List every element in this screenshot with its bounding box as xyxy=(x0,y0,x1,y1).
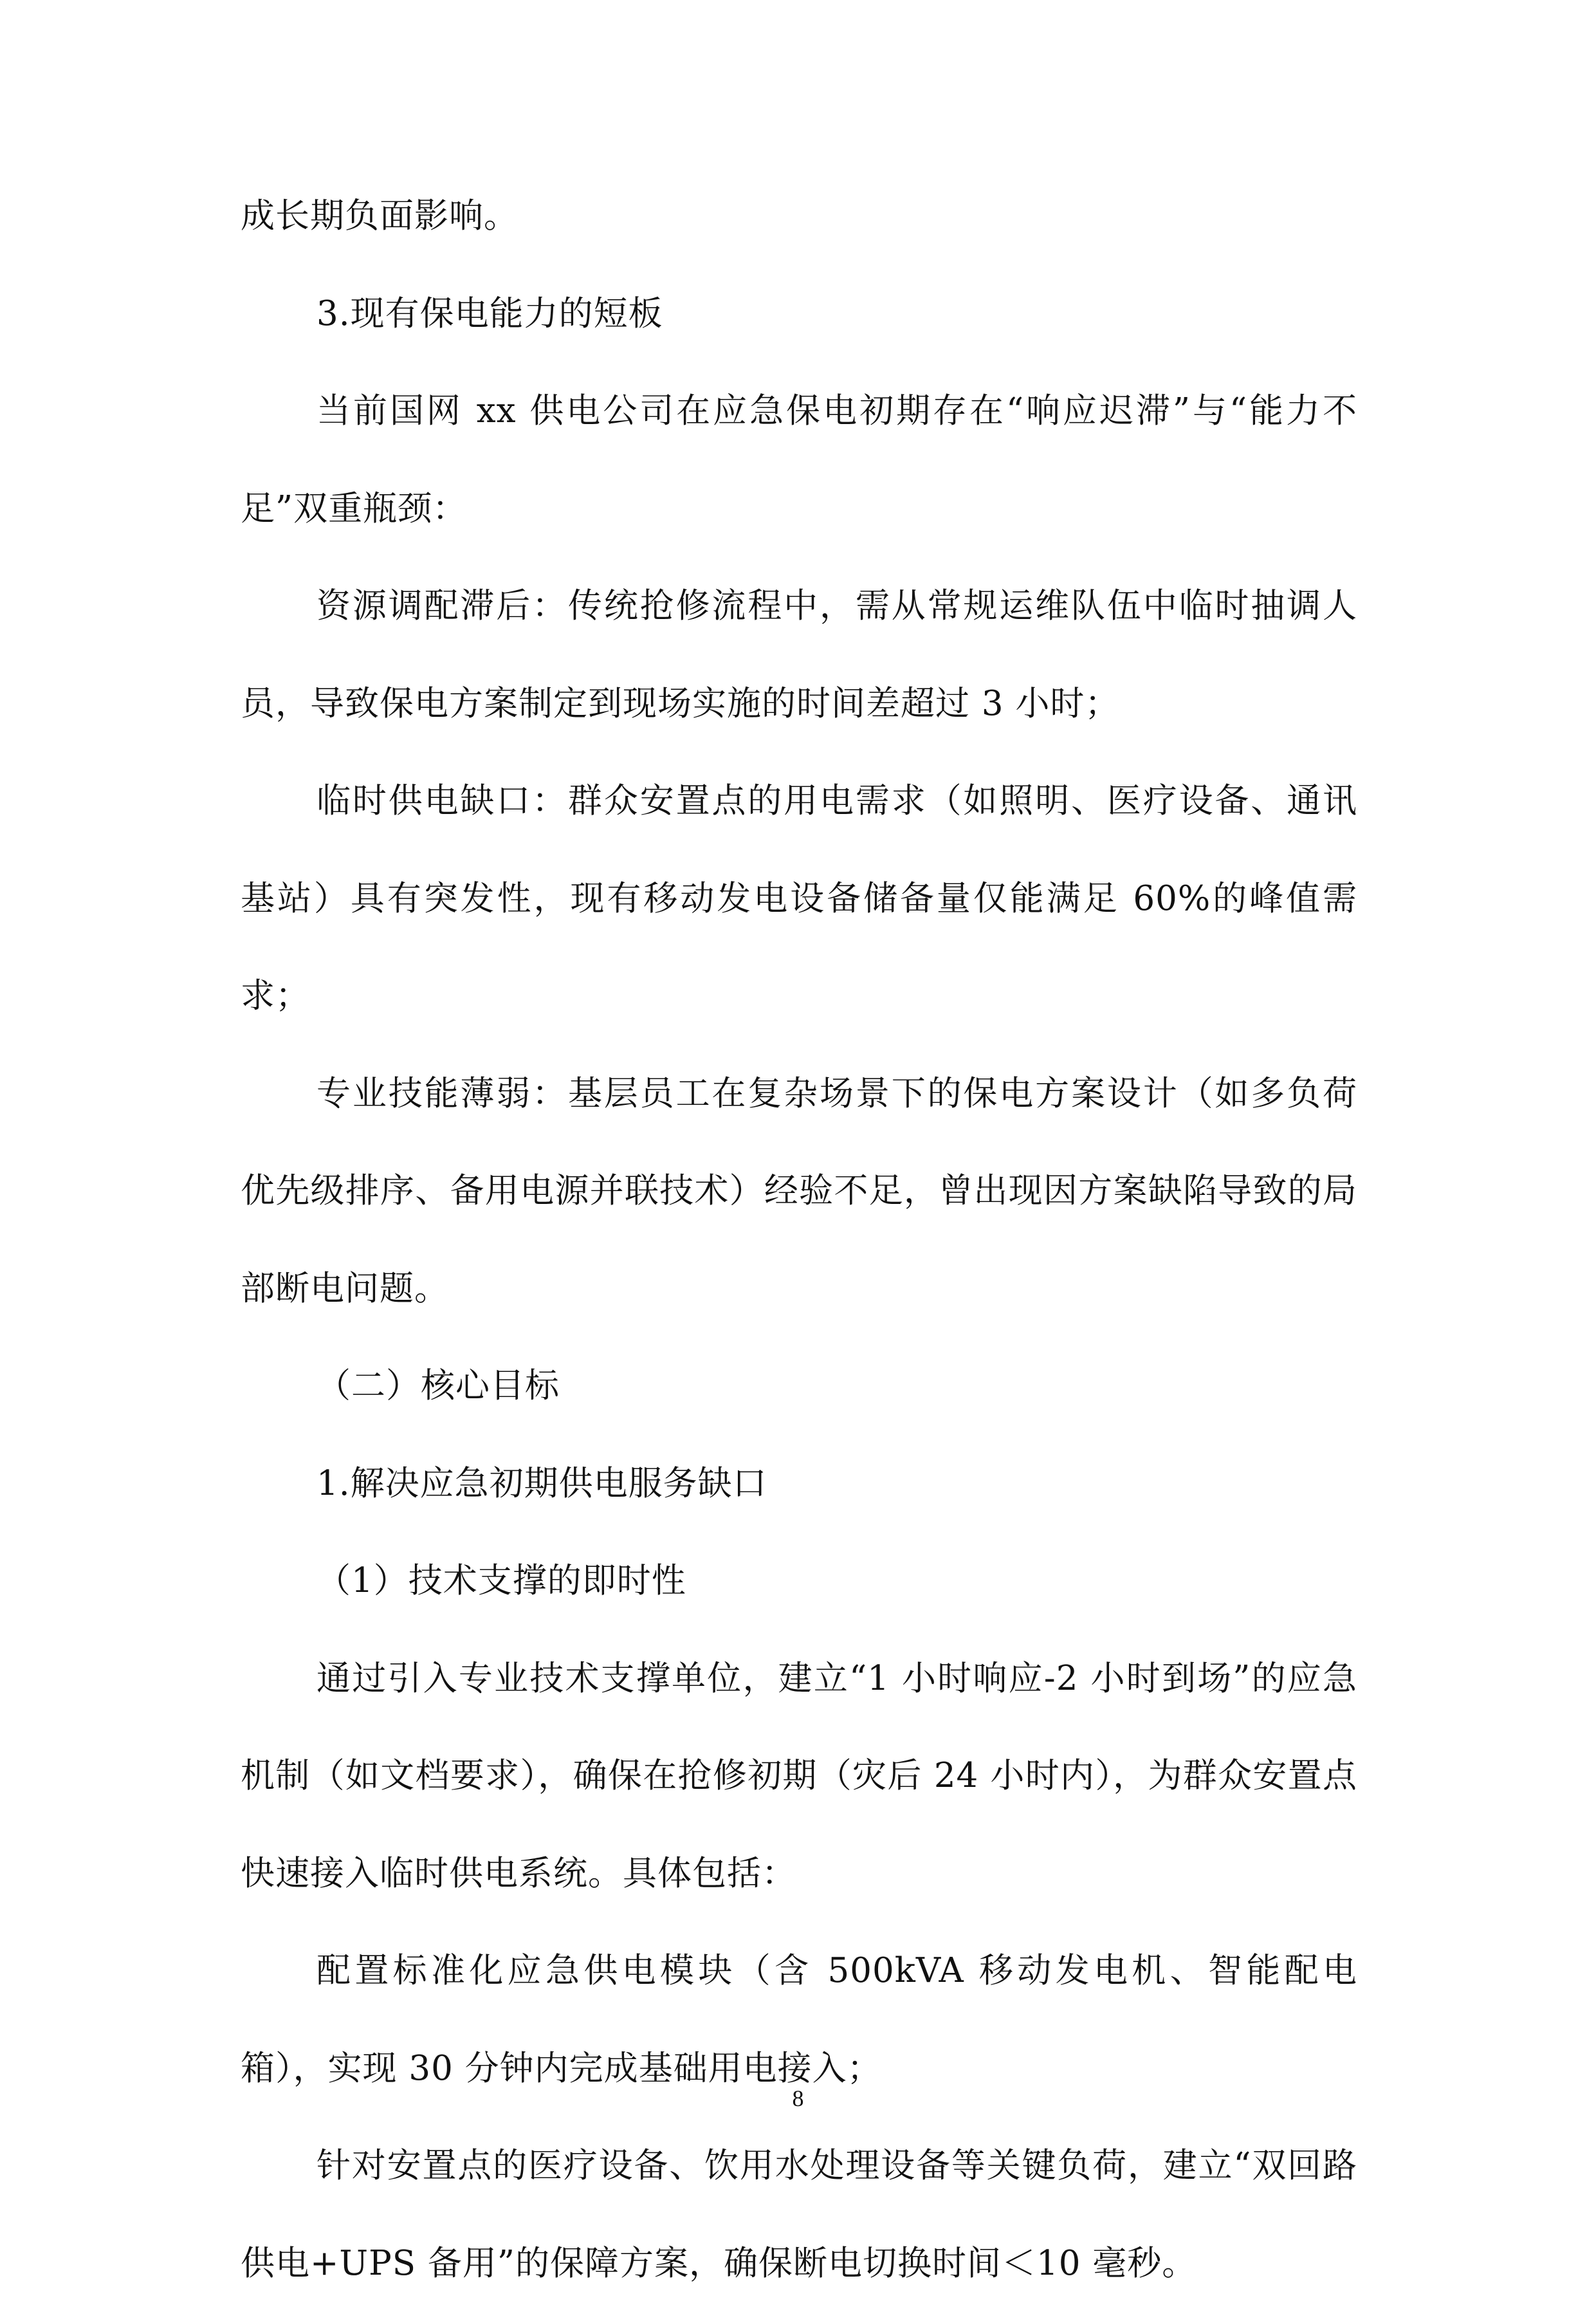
section-heading-3: 3.现有保电能力的短板 xyxy=(316,293,663,333)
subsection-heading-1: 1.解决应急初期供电服务缺口 xyxy=(316,1463,767,1503)
section-heading-core-goals: （二）核心目标 xyxy=(316,1366,560,1405)
paragraph-continued: 成长期负面影响。 xyxy=(241,196,518,236)
paragraph: 专业技能薄弱：基层员工在复杂场景下的保电方案设计（如多负荷优先级排序、备用电源并联技术）经验不足，曾出现因方案缺陷导致的局部断电问题。 xyxy=(241,1073,1357,1308)
paragraph: 资源调配滞后：传统抢修流程中，需从常规运维队伍中临时抽调人员，导致保电方案制定到现场实施的时间差超过 3 小时； xyxy=(241,586,1357,723)
body-text xyxy=(241,167,1357,2312)
subsection-heading-1-1: （1）技术支撑的即时性 xyxy=(316,1561,686,1600)
paragraph: 当前国网 xx 供电公司在应急保电初期存在“响应迟滞”与“能力不足”双重瓶颈： xyxy=(241,391,1357,528)
paragraph: 配置标准化应急供电模块（含 500kVA 移动发电机、智能配电箱），实现 30 分钟内完成基础用电接入； xyxy=(241,1951,1357,2088)
paragraph: 针对安置点的医疗设备、饮用水处理设备等关键负荷，建立“双回路供电+UPS 备用”的保障方案，确保断电切换时间＜10 毫秒。 xyxy=(241,2146,1357,2283)
paragraph: 通过引入专业技术支撑单位，建立“1 小时响应-2 小时到场”的应急机制（如文档要求），确保在抢修初期（灾后 24 小时内），为群众安置点快速接入临时供电系统。具体包括： xyxy=(241,1658,1357,1893)
paragraph: 临时供电缺口：群众安置点的用电需求（如照明、医疗设备、通讯基站）具有突发性，现有移动发电设备储备量仅能满足 60%的峰值需求； xyxy=(241,781,1357,1015)
page-number: 8 xyxy=(792,2085,804,2111)
